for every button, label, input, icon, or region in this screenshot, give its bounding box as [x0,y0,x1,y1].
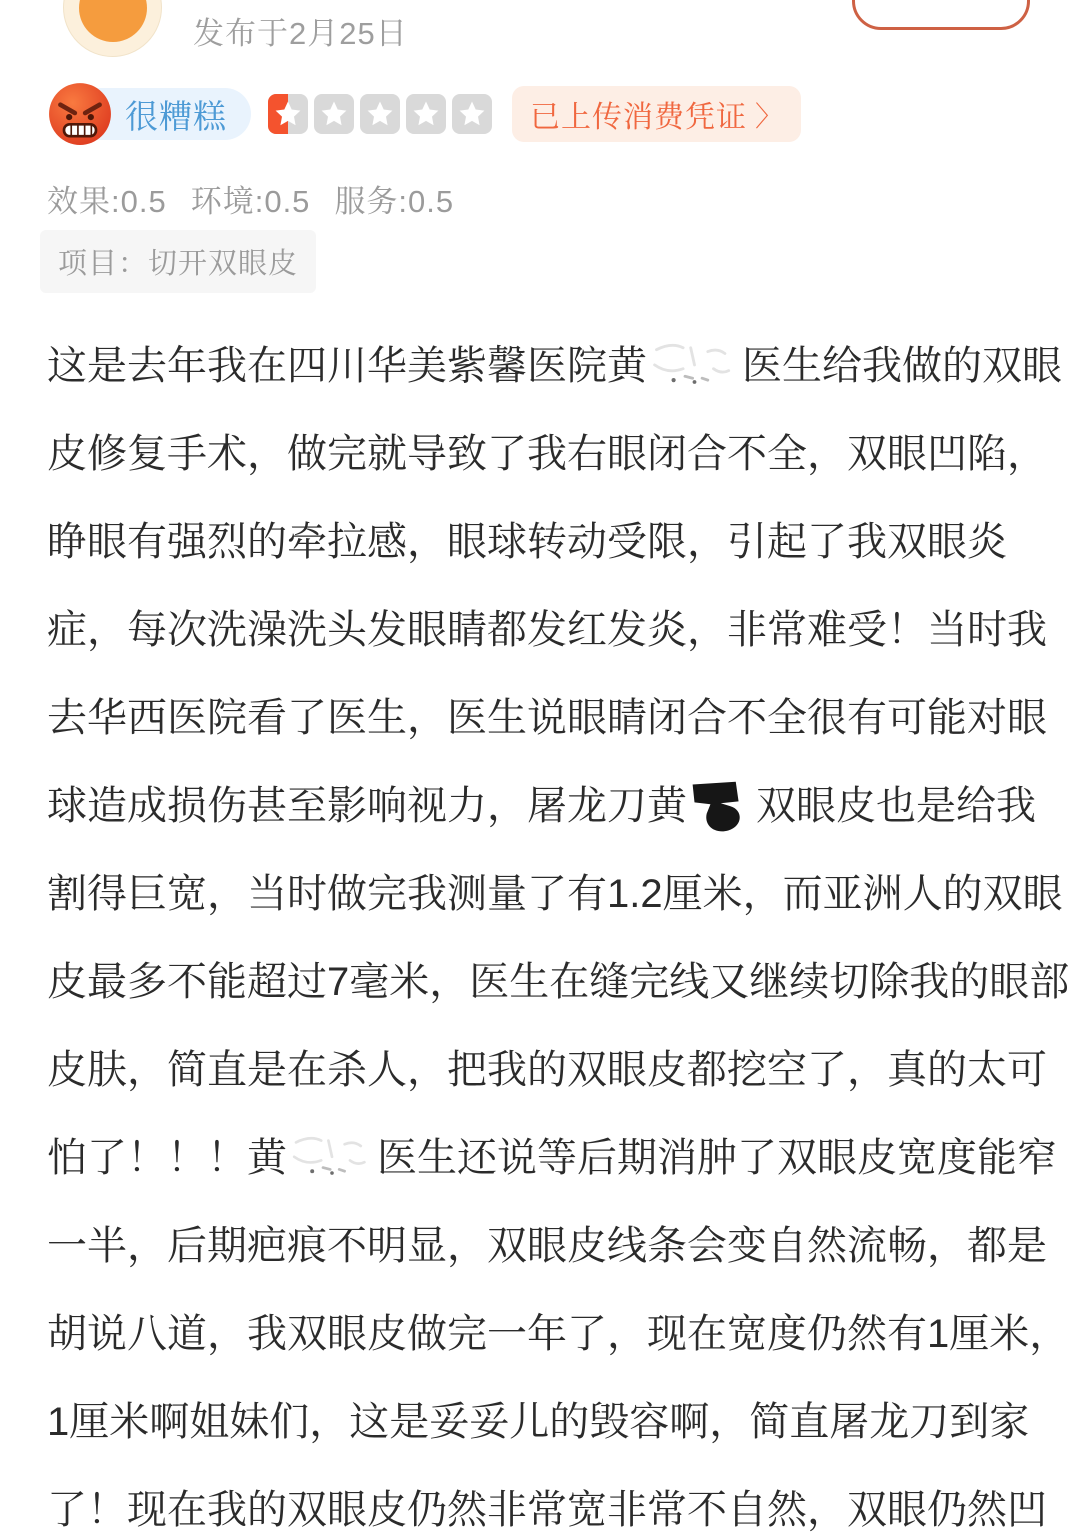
review-line [47,674,1057,762]
review-segment: 睁眼有强烈的牵拉感，眼球转动受限，引起了我双眼炎 [47,520,1007,564]
review-segment: 双眼皮也是给我 [756,784,1036,828]
review-line [47,762,1057,850]
star-icon [452,94,492,134]
star-icon [406,94,446,134]
star-icon [268,94,308,134]
review-line [47,1026,1057,1114]
redaction-white-scribble [647,337,742,389]
review-line [47,586,1057,674]
angry-face-icon [47,81,113,147]
review-line [47,1378,1057,1466]
publish-date: 发布于2月25日 [193,16,408,51]
sub-scores [47,176,454,221]
review-line [47,322,1062,410]
review-segment: 1厘米啊姐妹们，这是妥妥儿的毁容啊，简直屠龙刀到家 [47,1400,1030,1444]
review-segment: 一半，后期疤痕不明显，双眼皮线条会变自然流畅，都是 [47,1224,1047,1268]
review-segment: 了！现在我的双眼皮仍然非常宽非常不自然，双眼仍然凹 [47,1488,1047,1532]
review-segment: 这是去年我在四川华美紫馨医院黄 [47,344,647,388]
voucher-button[interactable] [512,86,801,142]
sentiment-badge [59,88,251,140]
follow-button[interactable] [852,0,1030,30]
review-segment: 球造成损伤甚至影响视力，屠龙刀黄 [47,784,687,828]
score-item: 环境:0.5 [190,184,311,219]
avatar[interactable] [63,0,162,57]
review-line [47,938,1070,1026]
score-item: 服务:0.5 [334,184,455,219]
review-segment: 皮肤，简直是在杀人，把我的双眼皮都挖空了，真的太可 [47,1048,1047,1092]
review-line [47,850,1063,938]
voucher-label: 已上传消费凭证 [530,101,747,134]
review-segment: 皮最多不能超过7毫米，医生在缝完线又继续切除我的眼部 [47,960,1070,1004]
sentiment-label: 很糟糕 [125,97,227,135]
rating-row [47,86,801,142]
review-segment: 胡说八道，我双眼皮做完一年了，现在宽度仍然有1厘米， [47,1312,1070,1356]
review-segment: 医生给我做的双眼 [742,344,1062,388]
review-text [47,322,1070,1535]
chevron-right-icon: 〉 [755,101,784,132]
review-line [47,1466,1057,1535]
project-tag [40,230,316,293]
review-segment: 皮修复手术，做完就导致了我右眼闭合不全，双眼凹陷， [47,432,1047,476]
score-item: 效果:0.5 [47,184,167,219]
star-rating [268,94,492,134]
review-line [47,1202,1057,1290]
redaction-white-scribble [287,1129,377,1181]
review-segment: 去华西医院看了医生，医生说眼睛闭合不全很有可能对眼 [47,696,1047,740]
star-icon [360,94,400,134]
redaction-black-scribble [687,779,762,835]
review-segment: 怕了！！！黄 [47,1136,287,1180]
review-segment: 医生还说等后期消肿了双眼皮宽度能窄 [377,1136,1057,1180]
review-segment: 割得巨宽，当时做完我测量了有1.2厘米，而亚洲人的双眼 [47,872,1063,916]
star-icon [314,94,354,134]
review-line [47,1290,1070,1378]
review-line [47,498,1057,586]
project-text: 项目：切开双眼皮 [58,248,299,280]
review-line [47,1114,1057,1202]
review-segment: 症，每次洗澡洗头发眼睛都发红发炎，非常难受！当时我 [47,608,1047,652]
review-line [47,410,1057,498]
avatar-image [79,0,147,42]
